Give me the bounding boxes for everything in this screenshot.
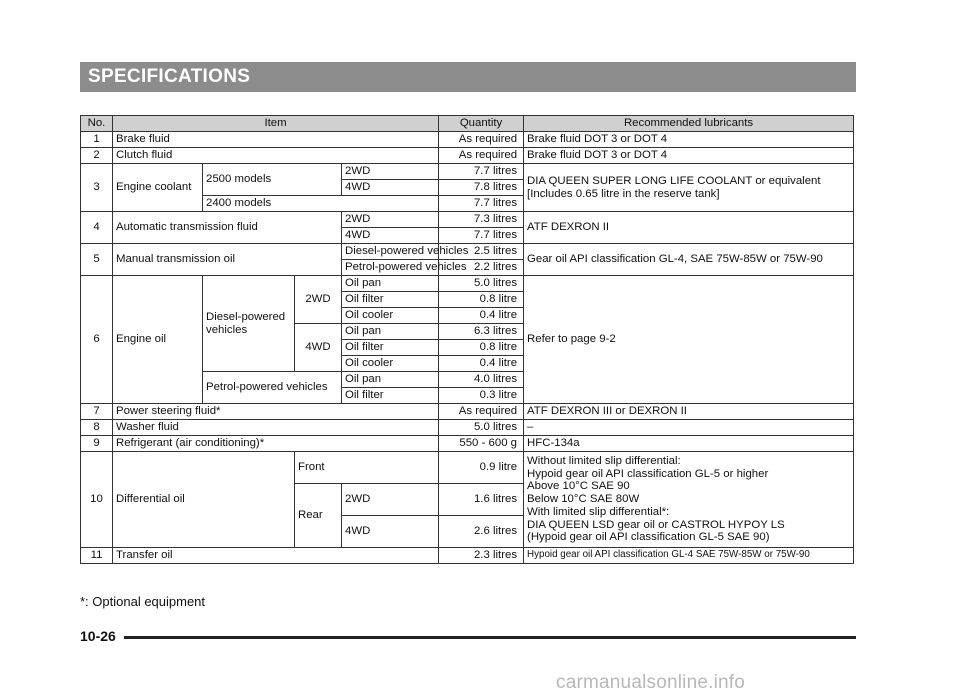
row-item: Brake fluid (113, 132, 439, 148)
row-number: 5 (81, 244, 113, 276)
table-row (81, 212, 854, 228)
row-number: 3 (81, 164, 113, 212)
table-row (81, 436, 854, 452)
row-item: Automatic transmission fluid (113, 212, 342, 244)
table-header-row (81, 116, 854, 132)
row-item: Transfer oil (113, 548, 439, 564)
row-item: Engine coolant (113, 164, 203, 212)
row-lubricant: HFC-134a (524, 436, 854, 452)
row-quantity: 0.3 litre (439, 388, 524, 404)
row-lubricant: – (524, 420, 854, 436)
drive-4wd: 4WD (342, 228, 439, 244)
row-quantity: 2.6 litres (439, 516, 524, 548)
row-item: Power steering fluid* (113, 404, 439, 420)
row-quantity: 7.7 litres (439, 196, 524, 212)
axle-front: Front (295, 452, 439, 484)
row-quantity: As required (439, 404, 524, 420)
row-quantity: 0.8 litre (439, 292, 524, 308)
page-number: 10-26 (80, 628, 116, 644)
drive-4wd: 4WD (342, 516, 439, 548)
row-quantity: 4.0 litres (439, 372, 524, 388)
table-row (81, 164, 854, 180)
sub-item-2500-models: 2500 models (203, 164, 342, 196)
row-item: Engine oil (113, 276, 203, 404)
row-quantity: 2.3 litres (439, 548, 524, 564)
table-row (81, 148, 854, 164)
row-lubricant: Gear oil API classification GL-4, SAE 75W-85W or 75W-90 (524, 244, 854, 276)
col-header-lubricants: Recommended lubricants (524, 116, 854, 132)
table-row (81, 548, 854, 564)
page-rule-divider (124, 636, 856, 639)
row-item: Manual transmission oil (113, 244, 342, 276)
row-quantity: 0.8 litre (439, 340, 524, 356)
row-number: 7 (81, 404, 113, 420)
row-number: 11 (81, 548, 113, 564)
row-quantity: 5.0 litres (439, 276, 524, 292)
row-quantity: 2.2 litres (439, 260, 524, 276)
row-lubricant: Refer to page 9-2 (524, 276, 854, 404)
sub-item-2400-models: 2400 models (203, 196, 439, 212)
drive-2wd: 2WD (295, 276, 342, 324)
row-number: 1 (81, 132, 113, 148)
row-lubricant: DIA QUEEN SUPER LONG LIFE COOLANT or equivalent [Includes 0.65 litre in the reserve tank] (524, 164, 854, 212)
row-item: Differential oil (113, 452, 295, 548)
row-lubricant: Without limited slip differential: Hypoid gear oil API classification GL-5 or higher Above 10°C SAE 90 Below 10°C SAE 80W With limited slip differential*: DIA QUEEN LSD gear oil or CASTROL HYPOY LS (Hypoid gear oil API classification GL-5 SAE 90) (524, 452, 854, 548)
vehicle-diesel: Diesel-powered vehicles (342, 244, 439, 260)
row-item: Clutch fluid (113, 148, 439, 164)
row-quantity: 0.4 litre (439, 308, 524, 324)
drive-4wd: 4WD (295, 324, 342, 372)
table-row (81, 404, 854, 420)
row-number: 2 (81, 148, 113, 164)
row-quantity: 1.6 litres (439, 484, 524, 516)
part-oil-pan: Oil pan (342, 372, 439, 388)
row-number: 8 (81, 420, 113, 436)
part-oil-filter: Oil filter (342, 340, 439, 356)
row-number: 10 (81, 452, 113, 548)
row-quantity: 0.9 litre (439, 452, 524, 484)
row-quantity: 7.7 litres (439, 164, 524, 180)
row-quantity: 5.0 litres (439, 420, 524, 436)
watermark-text: carmanualsonline.info (556, 672, 746, 693)
row-quantity: 6.3 litres (439, 324, 524, 340)
section-header-bar (80, 62, 856, 92)
row-quantity: 550 - 600 g (439, 436, 524, 452)
row-quantity: 7.8 litres (439, 180, 524, 196)
row-quantity: As required (439, 132, 524, 148)
table-row (81, 132, 854, 148)
row-lubricant: Brake fluid DOT 3 or DOT 4 (524, 132, 854, 148)
row-quantity: 7.3 litres (439, 212, 524, 228)
drive-2wd: 2WD (342, 212, 439, 228)
row-item: Washer fluid (113, 420, 439, 436)
table-row (81, 276, 854, 292)
row-number: 9 (81, 436, 113, 452)
row-number: 6 (81, 276, 113, 404)
row-lubricant: Brake fluid DOT 3 or DOT 4 (524, 148, 854, 164)
row-quantity: As required (439, 148, 524, 164)
part-oil-filter: Oil filter (342, 292, 439, 308)
row-lubricant: Hypoid gear oil API classification GL-4 SAE 75W-85W or 75W-90 (524, 548, 854, 564)
section-title: SPECIFICATIONS (88, 66, 251, 87)
axle-rear: Rear (295, 484, 342, 548)
row-lubricant: ATF DEXRON II (524, 212, 854, 244)
row-item: Refrigerant (air conditioning)* (113, 436, 439, 452)
table-row (81, 420, 854, 436)
vehicle-petrol: Petrol-powered vehicles (203, 372, 342, 404)
row-quantity: 2.5 litres (439, 244, 524, 260)
part-oil-pan: Oil pan (342, 324, 439, 340)
footnote-optional-equipment: *: Optional equipment (80, 594, 206, 609)
part-oil-cooler: Oil cooler (342, 308, 439, 324)
col-header-item: Item (113, 116, 439, 132)
vehicle-diesel: Diesel-powered vehicles (203, 276, 295, 372)
part-oil-filter: Oil filter (342, 388, 439, 404)
col-header-quantity: Quantity (439, 116, 524, 132)
drive-2wd: 2WD (342, 164, 439, 180)
part-oil-pan: Oil pan (342, 276, 439, 292)
row-lubricant: ATF DEXRON III or DEXRON II (524, 404, 854, 420)
specifications-table (80, 115, 854, 564)
vehicle-petrol: Petrol-powered vehicles (342, 260, 439, 276)
table-row (81, 452, 854, 484)
row-number: 4 (81, 212, 113, 244)
col-header-no: No. (81, 116, 113, 132)
row-quantity: 0.4 litre (439, 356, 524, 372)
row-quantity: 7.7 litres (439, 228, 524, 244)
drive-4wd: 4WD (342, 180, 439, 196)
part-oil-cooler: Oil cooler (342, 356, 439, 372)
drive-2wd: 2WD (342, 484, 439, 516)
table-row (81, 244, 854, 260)
